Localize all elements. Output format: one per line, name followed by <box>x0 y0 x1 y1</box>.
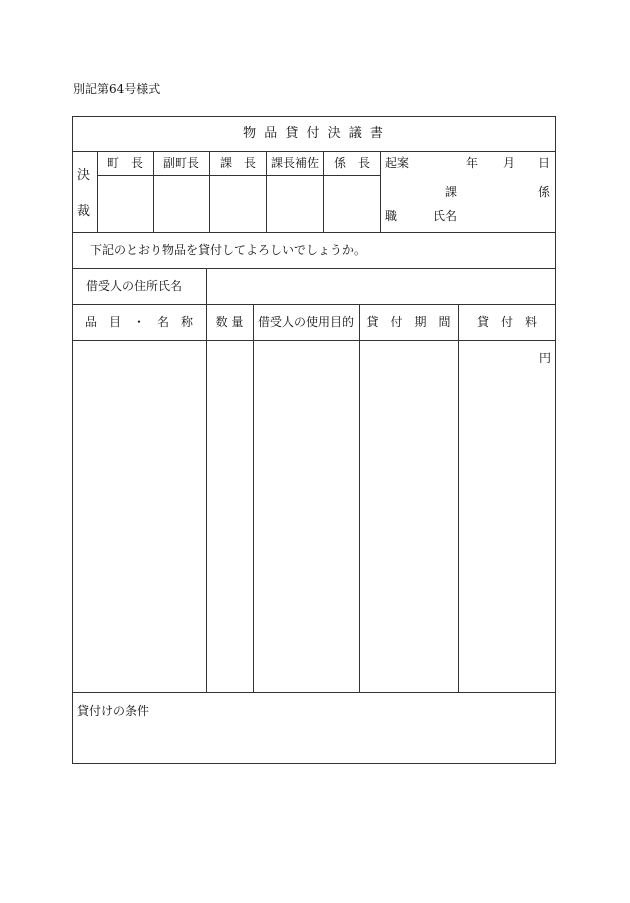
date-day: 日 <box>538 156 551 170</box>
rule-role-5 <box>380 151 381 232</box>
conditions-label: 貸付けの条件 <box>77 704 150 718</box>
role-section-chief: 課 長 <box>219 156 256 170</box>
date-month: 月 <box>503 156 516 170</box>
role-assistant-chief: 課長補佐 <box>270 156 319 170</box>
rule-col-1 <box>206 304 207 692</box>
rule-borrower-divider <box>206 268 207 304</box>
role-unit-chief: 係 長 <box>333 156 370 170</box>
col-item-name: 品 目 ・ 名 称 <box>84 315 193 329</box>
position-shoku: 職 <box>385 209 398 223</box>
rule-header-bottom <box>72 340 556 341</box>
rule-borrower-bottom <box>72 304 556 305</box>
role-mayor: 町 長 <box>106 156 143 170</box>
rule-col-2 <box>253 304 254 692</box>
rule-role-2 <box>209 151 210 232</box>
col-loan-fee: 貸 付 料 <box>476 315 537 329</box>
draft-label: 起案 <box>385 156 410 170</box>
name-shimei: 氏名 <box>433 209 458 223</box>
form-number: 別記第64号様式 <box>73 82 161 96</box>
rule-col-4 <box>458 304 459 692</box>
currency-unit: 円 <box>539 351 552 365</box>
request-text: 下記のとおり物品を貸付してよろしいでしょうか。 <box>90 243 367 257</box>
form-table <box>72 116 556 764</box>
col-loan-period: 貸 付 期 間 <box>366 315 451 329</box>
rule-roles-bottom <box>97 175 380 176</box>
rule-request-bottom <box>72 268 556 269</box>
approval-label-2: 裁 <box>77 204 91 219</box>
approval-label-1: 決 <box>77 168 91 183</box>
role-deputy-mayor: 副町長 <box>162 156 199 170</box>
rule-role-3 <box>266 151 267 232</box>
rule-approval-bottom <box>72 232 556 233</box>
rule-approval-left <box>97 151 98 232</box>
rule-title-bottom <box>72 151 556 152</box>
rule-col-3 <box>359 304 360 692</box>
section-kakari: 係 <box>538 185 551 199</box>
borrower-label: 借受人の住所氏名 <box>86 279 183 293</box>
rule-role-1 <box>153 151 154 232</box>
form-title: 物 品 貸 付 決 議 書 <box>243 126 385 141</box>
rule-items-bottom <box>72 692 556 693</box>
rule-role-4 <box>323 151 324 232</box>
date-year: 年 <box>466 156 479 170</box>
col-purpose: 借受人の使用目的 <box>257 315 354 329</box>
section-ka: 課 <box>445 185 458 199</box>
col-quantity: 数 量 <box>215 315 244 329</box>
